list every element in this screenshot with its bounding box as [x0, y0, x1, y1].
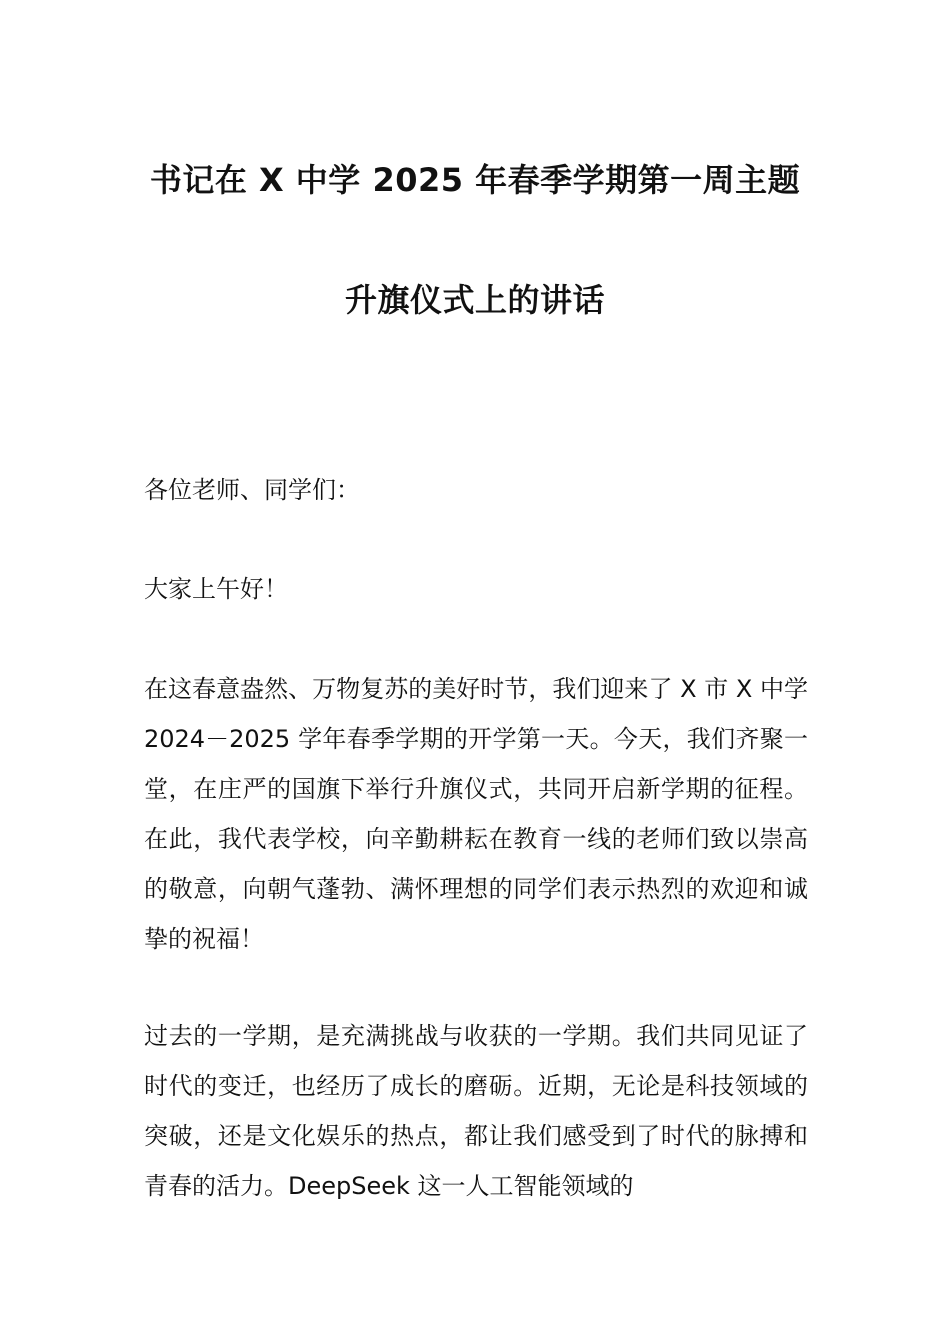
paragraph-2: 过去的一学期，是充满挑战与收获的一学期。我们共同见证了时代的变迁，也经历了成长的磨砺。近期，无论是科技领域的突破，还是文化娱乐的热点，都让我们感受到了时代的脉搏和青春的活力。DeepSeek 这一人工智能领域的 [144, 1022, 808, 1200]
greeting: 大家上午好！ [144, 575, 288, 603]
salutation: 各位老师、同学们： [144, 476, 360, 504]
document-title-line-2: 升旗仪式上的讲话 [344, 281, 605, 319]
document-title-line-1: 书记在 X 中学 2025 年春季学期第一周主题 [149, 161, 801, 199]
paragraph-1: 在这春意盎然、万物复苏的美好时节，我们迎来了 X 市 X 中学 2024－2025 学年春季学期的开学第一天。今天，我们齐聚一堂，在庄严的国旗下举行升旗仪式，共同开启新学期的征程。在此，我代表学校，向辛勤耕耘在教育一线的老师们致以崇高的敬意，向朝气蓬勃、满怀理想的同学们表示热烈的欢迎和诚挚的祝福！ [144, 675, 808, 953]
